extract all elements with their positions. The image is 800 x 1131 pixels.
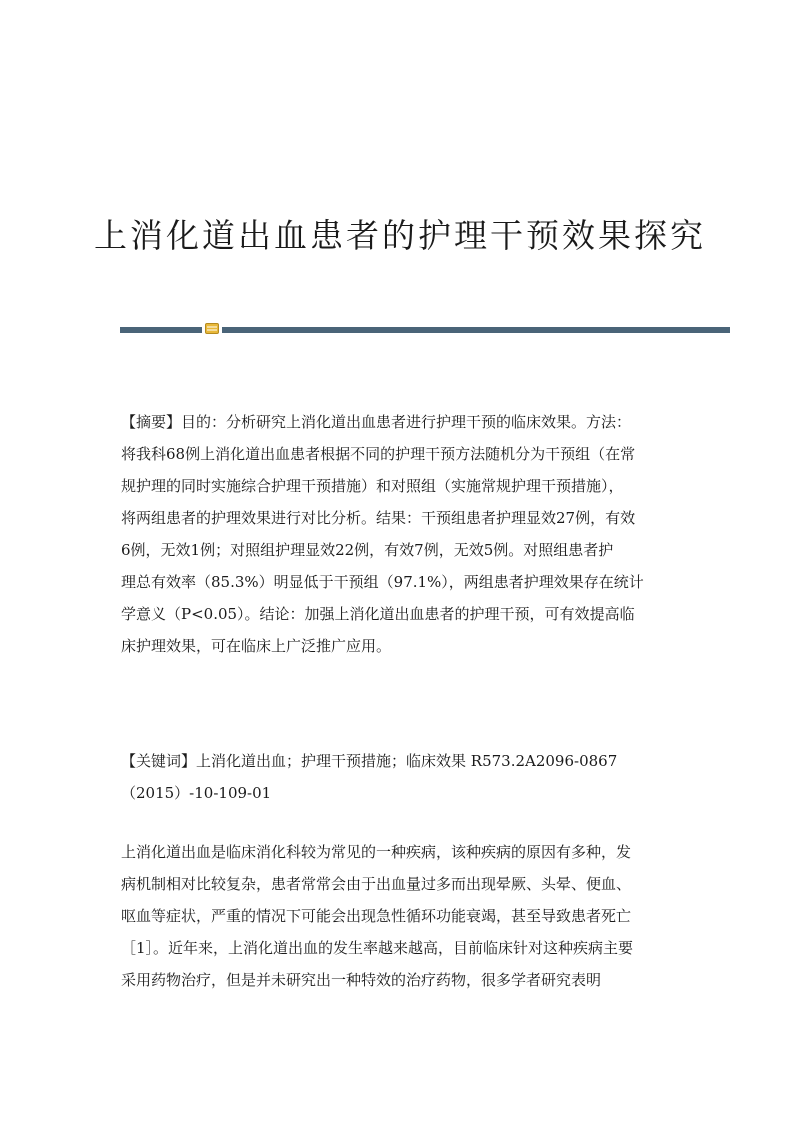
- abstract-line: 6例，无效1例；对照组护理显效22例，有效7例，无效5例。对照组患者护: [121, 541, 614, 559]
- abstract-line: 理总有效率（85.3%）明显低于干预组（97.1%），两组患者护理效果存在统计: [121, 573, 644, 591]
- keywords-line: 【关键词】上消化道出血；护理干预措施；临床效果 R573.2A2096-0867: [121, 752, 618, 770]
- title-divider-right: [222, 327, 730, 333]
- title-divider-left: [120, 327, 202, 333]
- body-line: ［1］。近年来，上消化道出血的发生率越来越高，目前临床针对这种疾病主要: [121, 939, 634, 957]
- body-line: 呕血等症状，严重的情况下可能会出现急性循环功能衰竭，甚至导致患者死亡: [121, 907, 632, 925]
- document-title: 上消化道出血患者的护理干预效果探究: [94, 216, 706, 256]
- body-line: 病机制相对比较复杂，患者常常会由于出血量过多而出现晕厥、头晕、便血、: [121, 875, 632, 893]
- body-line: 上消化道出血是临床消化科较为常见的一种疾病，该种疾病的原因有多种，发: [121, 843, 632, 861]
- abstract-line: 将我科68例上消化道出血患者根据不同的护理干预方法随机分为干预组（在常: [121, 445, 636, 463]
- abstract-line: 规护理的同时实施综合护理干预措施）和对照组（实施常规护理干预措施），: [121, 477, 624, 495]
- divider-emblem-icon: [205, 323, 219, 334]
- body-line: 采用药物治疗，但是并未研究出一种特效的治疗药物，很多学者研究表明: [121, 971, 602, 989]
- keywords-line: （2015）-10-109-01: [121, 784, 272, 802]
- abstract-paragraph: [121, 406, 681, 662]
- abstract-line: 学意义（P<0.05）。结论：加强上消化道出血患者的护理干预，可有效提高临: [121, 605, 635, 623]
- abstract-line: 将两组患者的护理效果进行对比分析。结果：干预组患者护理显效27例，有效: [121, 509, 636, 527]
- abstract-line: 【摘要】目的：分析研究上消化道出血患者进行护理干预的临床效果。方法：: [121, 413, 632, 431]
- keywords-paragraph: [121, 745, 681, 809]
- abstract-line: 床护理效果，可在临床上广泛推广应用。: [121, 637, 392, 655]
- body-paragraph: [121, 836, 681, 996]
